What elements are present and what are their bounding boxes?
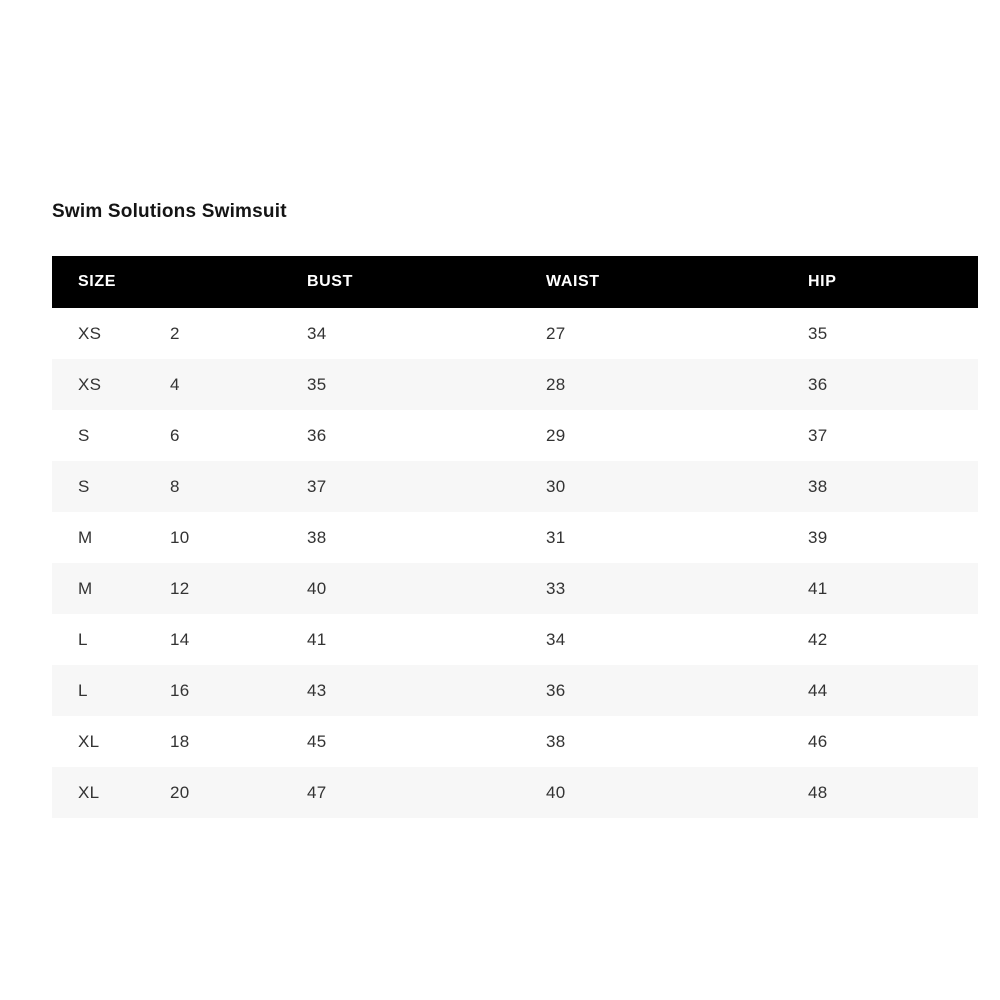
table-row (52, 359, 978, 410)
size-label-cell: L (78, 680, 88, 700)
size-number-cell: 14 (170, 629, 190, 649)
hip-cell: 36 (808, 374, 828, 394)
size-chart-body (52, 308, 978, 818)
waist-cell: 29 (546, 425, 566, 445)
bust-cell: 34 (307, 323, 327, 343)
bust-cell: 41 (307, 629, 327, 649)
header-row (52, 256, 978, 308)
table-row (52, 665, 978, 716)
bust-cell: 47 (307, 782, 327, 802)
hip-cell: 37 (808, 425, 828, 445)
table-row (52, 461, 978, 512)
size-label-cell: S (78, 425, 90, 445)
hip-cell: 48 (808, 782, 828, 802)
hip-cell: 39 (808, 527, 828, 547)
size-number-cell: 18 (170, 731, 190, 751)
bust-cell: 43 (307, 680, 327, 700)
waist-cell: 36 (546, 680, 566, 700)
size-chart-table (52, 256, 978, 818)
table-row (52, 563, 978, 614)
page-title: Swim Solutions Swimsuit (52, 201, 287, 222)
size-number-cell: 16 (170, 680, 190, 700)
table-row (52, 767, 978, 818)
bust-cell: 38 (307, 527, 327, 547)
waist-cell: 40 (546, 782, 566, 802)
size-number-cell: 8 (170, 476, 180, 496)
hip-cell: 41 (808, 578, 828, 598)
size-label-cell: XS (78, 374, 102, 394)
hip-cell: 38 (808, 476, 828, 496)
bust-cell: 45 (307, 731, 327, 751)
size-label-cell: L (78, 629, 88, 649)
bust-cell: 37 (307, 476, 327, 496)
size-number-cell: 6 (170, 425, 180, 445)
table-row (52, 410, 978, 461)
size-number-cell: 20 (170, 782, 190, 802)
table-row (52, 614, 978, 665)
waist-cell: 31 (546, 527, 566, 547)
hip-cell: 42 (808, 629, 828, 649)
size-number-cell: 2 (170, 323, 180, 343)
size-label-cell: S (78, 476, 90, 496)
column-header-waist: WAIST (520, 256, 782, 308)
table-row (52, 716, 978, 767)
hip-cell: 44 (808, 680, 828, 700)
waist-cell: 28 (546, 374, 566, 394)
waist-cell: 34 (546, 629, 566, 649)
bust-cell: 35 (307, 374, 327, 394)
size-label-cell: M (78, 578, 93, 598)
waist-cell: 38 (546, 731, 566, 751)
waist-cell: 33 (546, 578, 566, 598)
hip-cell: 35 (808, 323, 828, 343)
size-number-cell: 10 (170, 527, 190, 547)
column-header-hip: HIP (782, 256, 978, 308)
size-chart-header (52, 256, 978, 308)
hip-cell: 46 (808, 731, 828, 751)
size-number-cell: 12 (170, 578, 190, 598)
waist-cell: 27 (546, 323, 566, 343)
size-label-cell: XL (78, 731, 100, 751)
size-label-cell: XL (78, 782, 100, 802)
bust-cell: 40 (307, 578, 327, 598)
size-number-cell: 4 (170, 374, 180, 394)
table-row (52, 308, 978, 359)
table-row (52, 512, 978, 563)
column-header-size: SIZE (52, 256, 281, 308)
size-label-cell: M (78, 527, 93, 547)
column-header-bust: BUST (281, 256, 520, 308)
bust-cell: 36 (307, 425, 327, 445)
waist-cell: 30 (546, 476, 566, 496)
size-label-cell: XS (78, 323, 102, 343)
